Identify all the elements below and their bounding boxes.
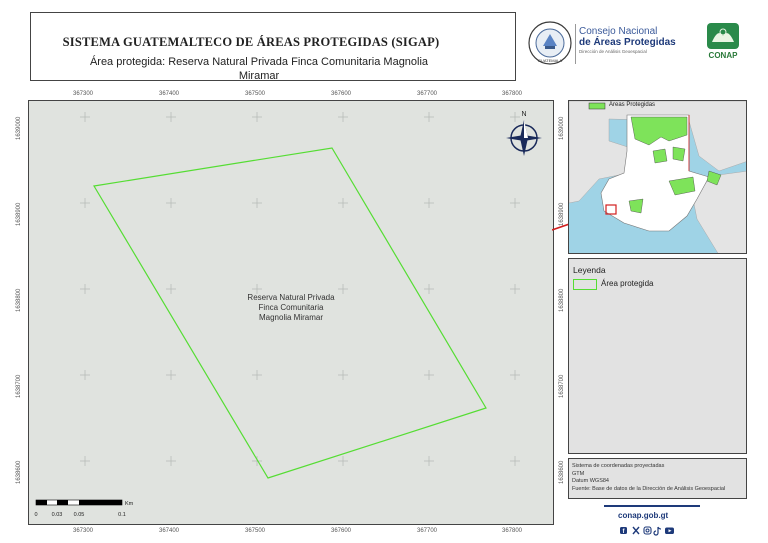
y-tick-left: 1638900 xyxy=(16,202,22,226)
cn-line-3: Dirección de Análisis Geoespacial xyxy=(579,49,647,54)
y-tick-right: 1638800 xyxy=(559,288,565,312)
scale-label-2: 0.05 xyxy=(73,512,85,518)
legend-item-label: Área protegida xyxy=(601,279,654,288)
x-tick-bottom: 367500 xyxy=(245,528,266,534)
y-tick-left: 1638700 xyxy=(16,374,22,398)
notes-box xyxy=(568,458,747,499)
x-tick-bottom: 367300 xyxy=(73,528,94,534)
north-label: N xyxy=(521,111,527,118)
legend-title: Leyenda xyxy=(573,265,606,275)
note-line-4: Fuente: Base de datos de la Dirección de Análisis Geoespacial xyxy=(572,485,726,492)
x-tick-top: 367700 xyxy=(417,91,438,97)
y-tick-right: 1638900 xyxy=(559,202,565,226)
conap-emblem-icon xyxy=(706,22,740,50)
y-tick-left: 1638800 xyxy=(16,288,22,312)
y-tick-right: 1639000 xyxy=(559,116,565,140)
conap-wordmark xyxy=(579,26,689,54)
logo-area xyxy=(525,14,755,80)
subtitle-line-2: Miramar xyxy=(238,70,280,82)
scale-label-0: 0 xyxy=(34,512,38,518)
y-tick-right: 1638700 xyxy=(559,374,565,398)
youtube-icon[interactable] xyxy=(665,528,674,535)
cn-line-2: de Áreas Protegidas xyxy=(579,37,676,48)
x-tick-top: 367600 xyxy=(331,91,352,97)
footer-url[interactable]: conap.gob.gt xyxy=(618,511,669,520)
seal-text: GUATEMALA xyxy=(537,58,563,63)
y-tick-right: 1638600 xyxy=(559,460,565,484)
note-line-1: Sistema de coordenadas proyectadas xyxy=(572,463,665,469)
note-line-3: Datum WGS84 xyxy=(572,478,609,484)
legend-swatch xyxy=(573,279,597,290)
x-tick-bottom: 367400 xyxy=(159,528,180,534)
x-tick-bottom: 367700 xyxy=(417,528,438,534)
map-title: SISTEMA GUATEMALTECO DE ÁREAS PROTEGIDAS (SIGAP) xyxy=(62,35,440,49)
y-tick-left: 1639000 xyxy=(16,116,22,140)
subtitle-line-1: Área protegida: Reserva Natural Privada Finca Comunitaria Magnolia xyxy=(89,56,429,68)
area-label-line-1: Reserva Natural Privada xyxy=(247,293,335,302)
inset-legend-label: Áreas Protegidas xyxy=(609,102,656,108)
scale-label-3: 0.1 xyxy=(118,512,126,518)
x-tick-top: 367800 xyxy=(502,91,523,97)
x-tick-top: 367400 xyxy=(159,91,180,97)
x-tick-bottom: 367800 xyxy=(502,528,523,534)
x-tick-bottom: 367600 xyxy=(331,528,352,534)
tiktok-icon[interactable] xyxy=(654,527,661,535)
conap-logo xyxy=(704,22,742,62)
x-tick-top: 367500 xyxy=(245,91,266,97)
scale-bar xyxy=(34,500,133,518)
scale-label-1: 0.03 xyxy=(51,512,63,518)
header-box xyxy=(30,12,516,81)
conap-text: CONAP xyxy=(708,51,738,60)
main-map xyxy=(28,100,554,525)
instagram-icon[interactable] xyxy=(644,527,651,534)
x-icon[interactable] xyxy=(633,527,639,534)
guatemala-seal-icon xyxy=(527,20,573,66)
scale-unit: Km xyxy=(125,501,134,507)
north-arrow-icon xyxy=(506,111,542,156)
inset-map-frame xyxy=(568,100,747,254)
area-label-line-3: Magnolia Miramar xyxy=(258,313,324,322)
area-label-line-2: Finca Comunitaria xyxy=(258,303,324,312)
note-line-2: GTM xyxy=(572,470,585,477)
grid-crosses xyxy=(80,112,520,466)
footer-social-icons xyxy=(619,523,689,541)
facebook-icon[interactable] xyxy=(620,527,627,535)
footer-underline xyxy=(604,505,700,507)
divider xyxy=(575,24,576,64)
legend-box xyxy=(568,258,747,454)
svg-text:f: f xyxy=(622,529,625,535)
cn-line-1: Consejo Nacional xyxy=(579,26,658,37)
y-tick-left: 1638600 xyxy=(16,460,22,484)
x-tick-top: 367300 xyxy=(73,91,94,97)
inset-map xyxy=(569,101,747,254)
map-subtitle xyxy=(79,55,439,83)
notes-text xyxy=(572,463,725,493)
